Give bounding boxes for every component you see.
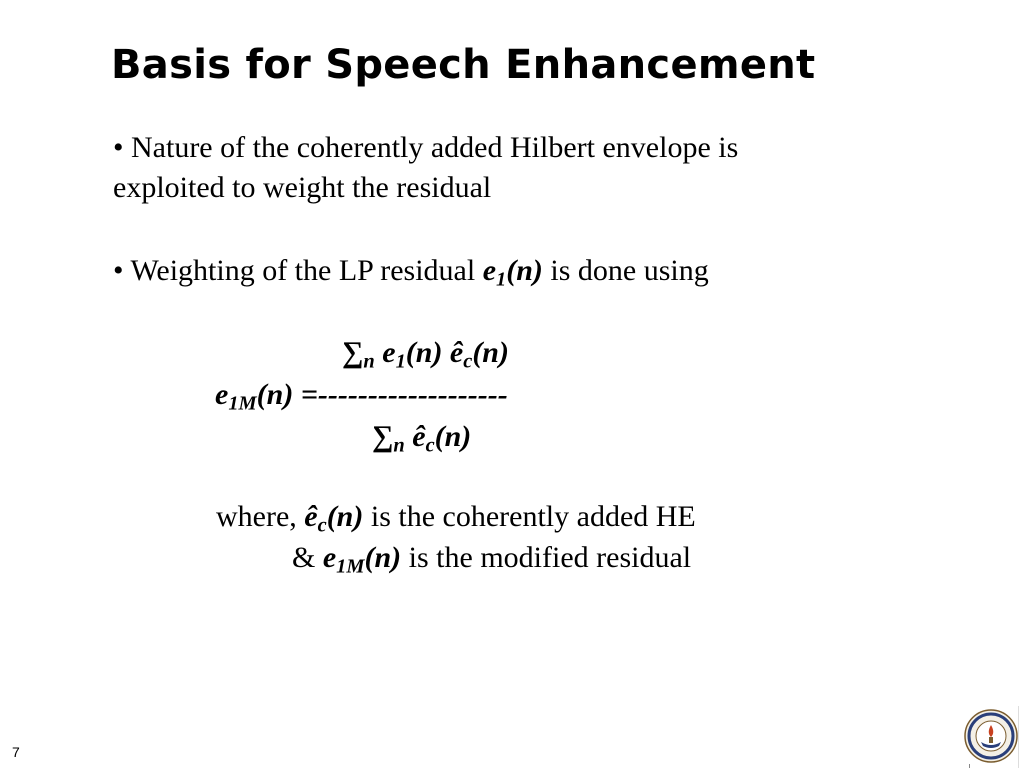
sigma-symbol: ∑: [372, 420, 394, 453]
equation-denominator: $\sum_n$ $ê_c(n)$: [372, 420, 472, 457]
bullet-1-line-1: • Nature of the coherently added Hilbert envelope is: [113, 131, 739, 164]
corner-divider: [1018, 706, 1019, 768]
bullet-2: [113, 254, 709, 291]
where-line-1: where, $ê_c(n)$ is the coherently added HE: [216, 500, 696, 537]
bullet-2-prefix: • Weighting of the LP residual: [113, 254, 483, 287]
equation-numerator: $\sum_n$ $e_1(n)$ $ê_c(n)$: [342, 336, 509, 373]
slide-title: Basis for Speech Enhancement: [111, 42, 816, 88]
ec-var: $ê_c(n)$: [304, 500, 364, 537]
bullet-1-line-2: exploited to weight the residual: [113, 171, 492, 204]
institute-seal-logo: [964, 708, 1018, 764]
e1m-var: $e_{1M}(n)$: [322, 541, 402, 578]
where-line-2: & $e_{1M}(n)$ is the modified residual: [292, 541, 692, 578]
page-number: 7: [12, 744, 20, 760]
equation-lhs: $e_{1M}(n)$ =-------------------: [215, 378, 508, 415]
sigma-symbol: ∑: [342, 336, 364, 369]
corner-tick: [969, 764, 970, 768]
residual-var: $e_1(n)$: [482, 254, 543, 291]
bullet-2-suffix: is done using: [542, 254, 709, 287]
